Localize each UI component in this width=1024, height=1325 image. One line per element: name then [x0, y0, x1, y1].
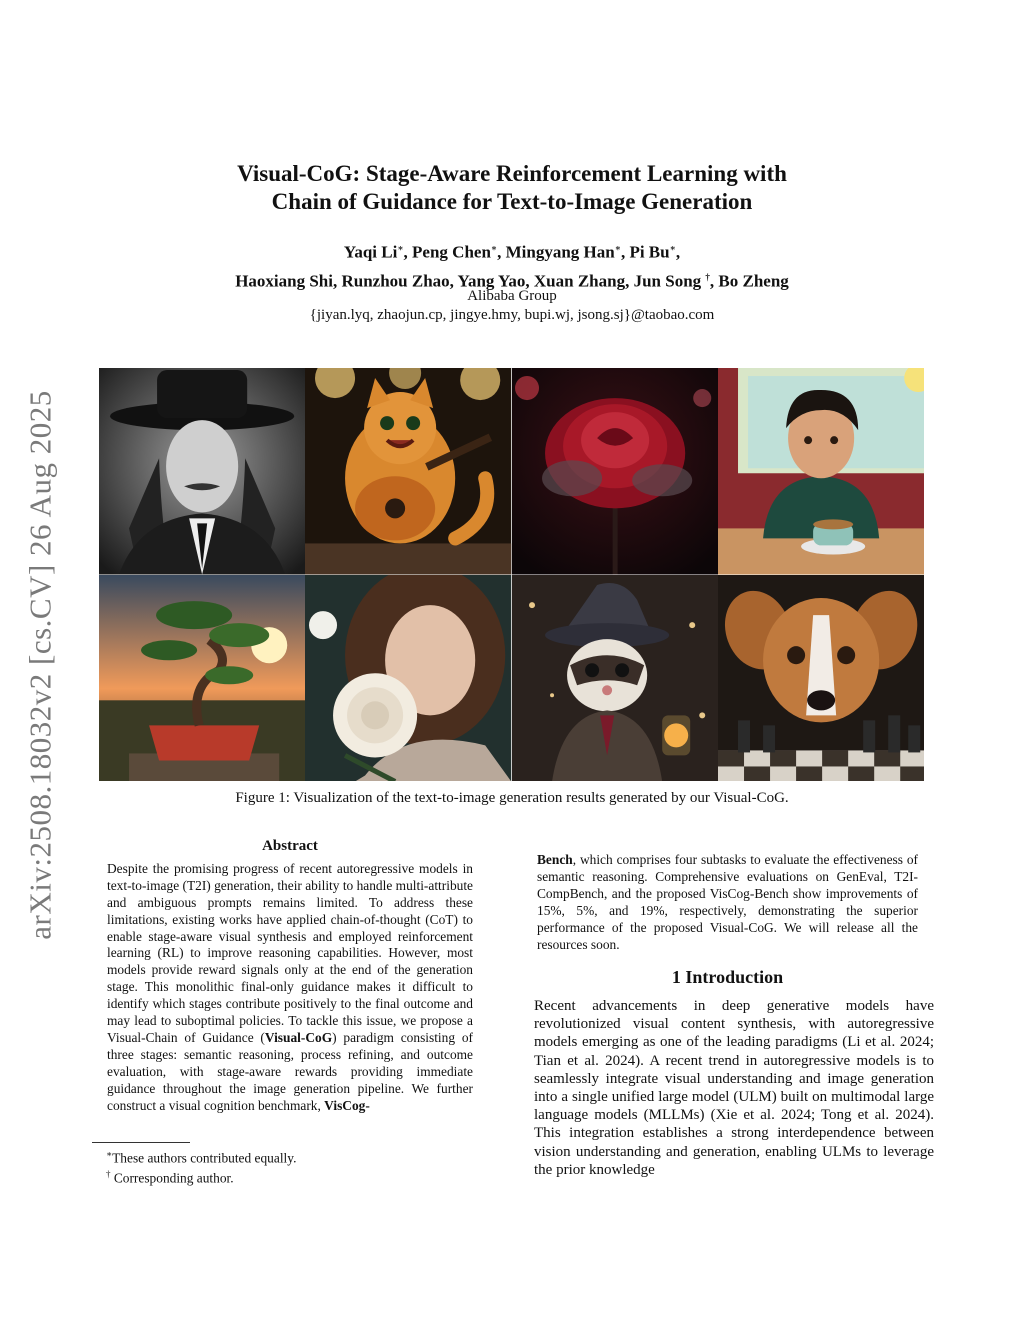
- abstract-heading: Abstract: [262, 838, 318, 854]
- author-line-2: Haoxiang Shi, Runzhou Zhao, Yang Yao, Xuan Zhang, Jun Song †, Bo Zheng: [235, 271, 789, 291]
- author-mark: ∗: [614, 243, 621, 253]
- arxiv-sidebar: [18, 365, 64, 965]
- footnote-corresponding: † Corresponding author.: [106, 1169, 234, 1186]
- title-line-2: Chain of Guidance for Text-to-Image Generation: [271, 189, 753, 214]
- affiliation: Alibaba Group: [467, 288, 557, 304]
- author-mark: ∗: [490, 243, 498, 253]
- image-red-rose: [512, 368, 718, 575]
- abstract-continuation: [537, 852, 918, 953]
- footnote-mark: ∗: [106, 1149, 113, 1159]
- image-dog-chess: [718, 575, 924, 782]
- footnote-equal-contribution: ∗These authors contributed equally.: [106, 1149, 297, 1166]
- author: Haoxiang Shi: [235, 271, 333, 291]
- footnote-rule: [92, 1142, 190, 1143]
- author: Yaqi Li: [343, 242, 398, 262]
- author: Jun Song: [633, 271, 702, 291]
- abstract-text-3: , which comprises four subtasks to evaluate the effectiveness of semantic reasoning. Comprehensive evaluations on GenEval, T2I-CompBench, and the proposed VisCog-Bench show improvements of 15%, 5%, and 19%, respectively, demonstrating the superior performance of the proposed Visual-CoG. We will release all the resources soon.: [537, 852, 918, 952]
- author: Bo Zheng: [718, 271, 789, 291]
- author: Pi Bu: [629, 242, 670, 262]
- author: Xuan Zhang: [533, 271, 626, 291]
- figure-1-grid: [99, 368, 924, 781]
- paper-title: [0, 160, 1024, 216]
- introduction-text: Recent advancements in deep generative models have revolutionized visual content synthesis, with autoregressive models emerging as one of the leading paradigms (Li et al. 2024; Tian et al. 2024). A recent trend in autoregressive models is to seamlessly integrate visual understanding and image generation into a single unified large model (ULM) built on multimodal large language models (MLLMs) (Xie et al. 2024; Tong et al. 2024). This integration establishes a strong interdependence between vision understanding and generation, enabling ULMs to leverage the prior knowledge: [534, 998, 934, 1178]
- image-ferret-wizard: [512, 575, 718, 782]
- image-boy-coffee: [718, 368, 924, 575]
- image-man-in-hat: [99, 368, 305, 575]
- author-mark: ∗: [669, 243, 676, 253]
- author: Peng Chen: [412, 242, 491, 262]
- affiliation-block: [0, 287, 1024, 325]
- image-cat-guitar: [305, 368, 511, 575]
- image-bonsai-sunset: [99, 575, 305, 782]
- abstract-bold-viscog: VisCog-: [324, 1097, 370, 1113]
- author-mark: ∗: [397, 243, 404, 253]
- abstract-text-2: ) paradigm consisting of three stages: semantic reasoning, process refining, and outcome evaluation, with stage-aware rewards providing immediate guidance throughout the image generation pipeline. We further construct a visual cognition benchmark,: [107, 1029, 473, 1113]
- author: Yang Yao: [457, 271, 526, 291]
- author: Mingyang Han: [505, 242, 615, 262]
- abstract-column: [107, 838, 473, 1115]
- abstract-text-1: Despite the promising progress of recent autoregressive models in text-to-image (T2I) generation, their ability to handle multi-attribute and ambiguous prompts remains limited. To address these limitations, existing works have applied chain-of-thought (CoT) to enable stage-aware visual synthesis and employed reinforcement learning (RL) to improve reasoning capabilities. However, most models provide reward signals only at the end of the generation stage. This monolithic final-only guidance makes it difficult to identify which stages contribute positively to the final outcome and may lead to suboptimal policies. To tackle this issue, we propose a Visual-Chain of Guidance (: [107, 860, 473, 1045]
- footnotes: [106, 1146, 296, 1187]
- arxiv-identifier: arXiv:2508.18032v2 [cs.CV] 26 Aug 2025: [23, 390, 58, 940]
- author-list: [0, 236, 1024, 293]
- email-list: {jiyan.lyq, zhaojun.cp, jingye.hmy, bupi.wj, jsong.sj}@taobao.com: [309, 307, 715, 323]
- author-mark: †: [705, 271, 710, 282]
- footnote-mark: †: [106, 1169, 111, 1180]
- title-line-1: Visual-CoG: Stage-Aware Reinforcement Learning with: [237, 161, 787, 186]
- image-girl-rose: [305, 575, 511, 782]
- figure-caption: Figure 1: Visualization of the text-to-image generation results generated by our Visual-CoG.: [235, 790, 789, 806]
- introduction-heading: 1 Introduction: [671, 967, 784, 987]
- abstract-bold-visual-cog: Visual-CoG: [264, 1029, 333, 1045]
- author: Runzhou Zhao: [341, 271, 450, 291]
- author-line-1: Yaqi Li∗, Peng Chen∗, Mingyang Han∗, Pi Bu∗,: [343, 242, 681, 262]
- abstract-bold-bench: Bench: [537, 852, 573, 867]
